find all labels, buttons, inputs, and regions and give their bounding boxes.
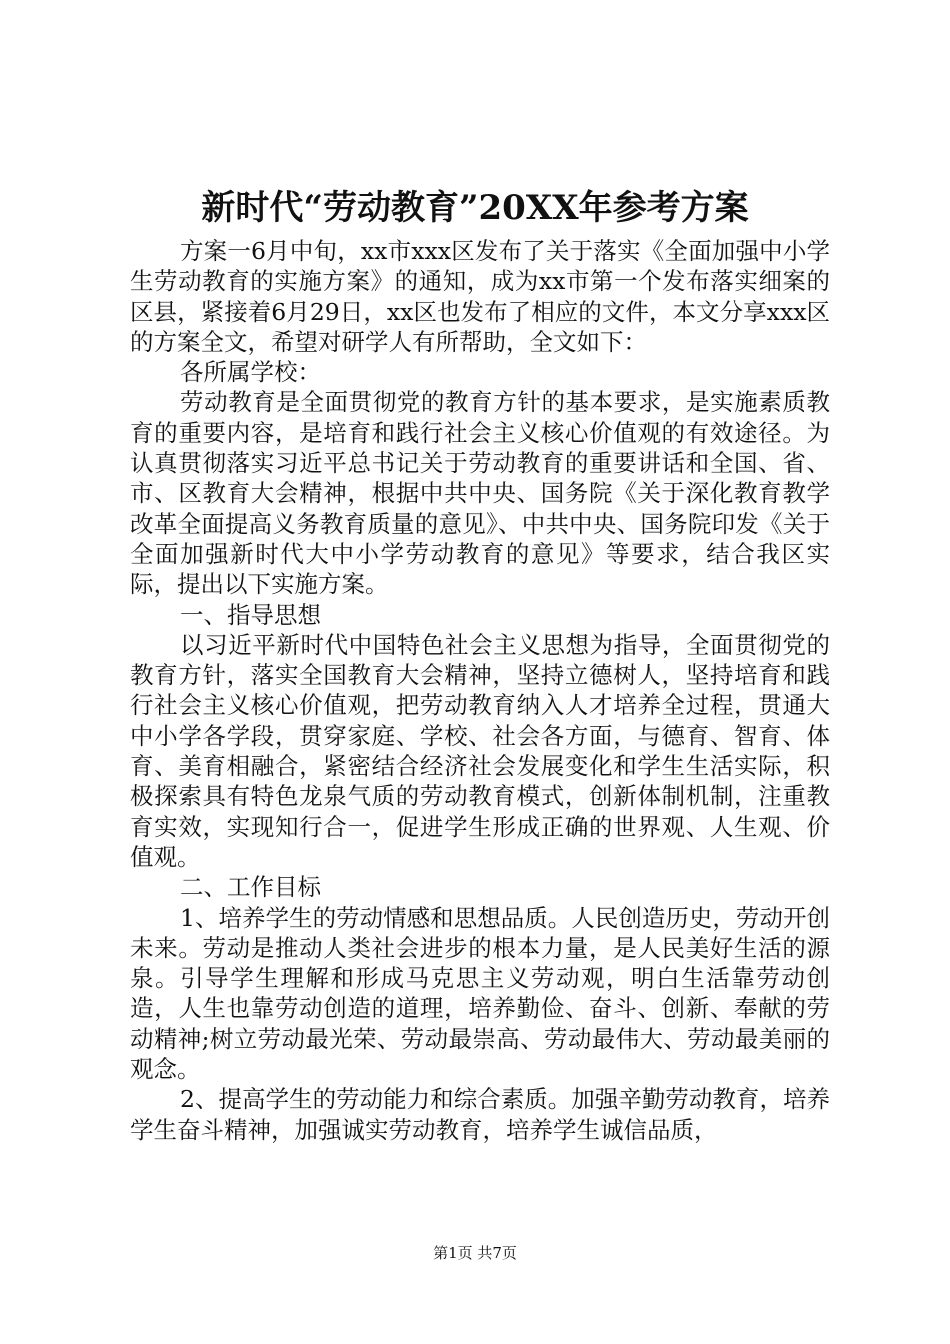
page-number-footer: 第1页 共7页 bbox=[433, 1244, 517, 1262]
document-title: 新时代“劳动教育”20XX年参考方案 bbox=[201, 188, 749, 228]
paragraph-salutation: 各所属学校： bbox=[180, 358, 321, 387]
paragraph-background: 劳动教育是全面贯彻党的教育方针的基本要求，是实施素质教育的重要内容，是培育和践行社会主义核心价值观的有效途径。为认真贯彻落实习近平总书记关于劳动教育的重要讲话和全国、省、市、区教育大会精神，根据中共中央、国务院《关于深化教育教学改革全面提高义务教育质量的意见》、中共中央、国务院印发《关于全面加强新时代大中小学劳动教育的意见》等要求，结合我区实际，提出以下实施方案。 bbox=[130, 388, 830, 599]
section-heading-work-goals: 二、工作目标 bbox=[180, 873, 321, 902]
section-heading-guiding-ideology: 一、指导思想 bbox=[180, 600, 321, 629]
paragraph-goal-1: 1、培养学生的劳动情感和思想品质。人民创造历史，劳动开创未来。劳动是推动人类社会进步的根本力量，是人民美好生活的源泉。引导学生理解和形成马克思主义劳动观，明白生活靠劳动创造，人生也靠劳动创造的道理，培养勤俭、奋斗、创新、奉献的劳动精神;树立劳动最光荣、劳动最崇高、劳动最伟大、劳动最美丽的观念。 bbox=[130, 903, 830, 1084]
paragraph-intro: 方案一6月中旬，xx市xxx区发布了关于落实《全面加强中小学生劳动教育的实施方案》的通知，成为xx市第一个发布落实细案的区县，紧接着6月29日，xx区也发布了相应的文件，本文分享xxx区的方案全文，希望对研学人有所帮助，全文如下： bbox=[130, 237, 830, 356]
document-body bbox=[130, 236, 830, 1145]
paragraph-guiding-ideology: 以习近平新时代中国特色社会主义思想为指导，全面贯彻党的教育方针，落实全国教育大会精神，坚持立德树人，坚持培育和践行社会主义核心价值观，把劳动教育纳入人才培养全过程，贯通大中小学各学段，贯穿家庭、学校、社会各方面，与德育、智育、体育、美育相融合，紧密结合经济社会发展变化和学生生活实际，积极探索具有特色龙泉气质的劳动教育模式，创新体制机制，注重教育实效，实现知行合一，促进学生形成正确的世界观、人生观、价值观。 bbox=[130, 630, 830, 871]
paragraph-goal-2: 2、提高学生的劳动能力和综合素质。加强辛勤劳动教育，培养学生奋斗精神，加强诚实劳动教育，培养学生诚信品质， bbox=[130, 1085, 830, 1144]
